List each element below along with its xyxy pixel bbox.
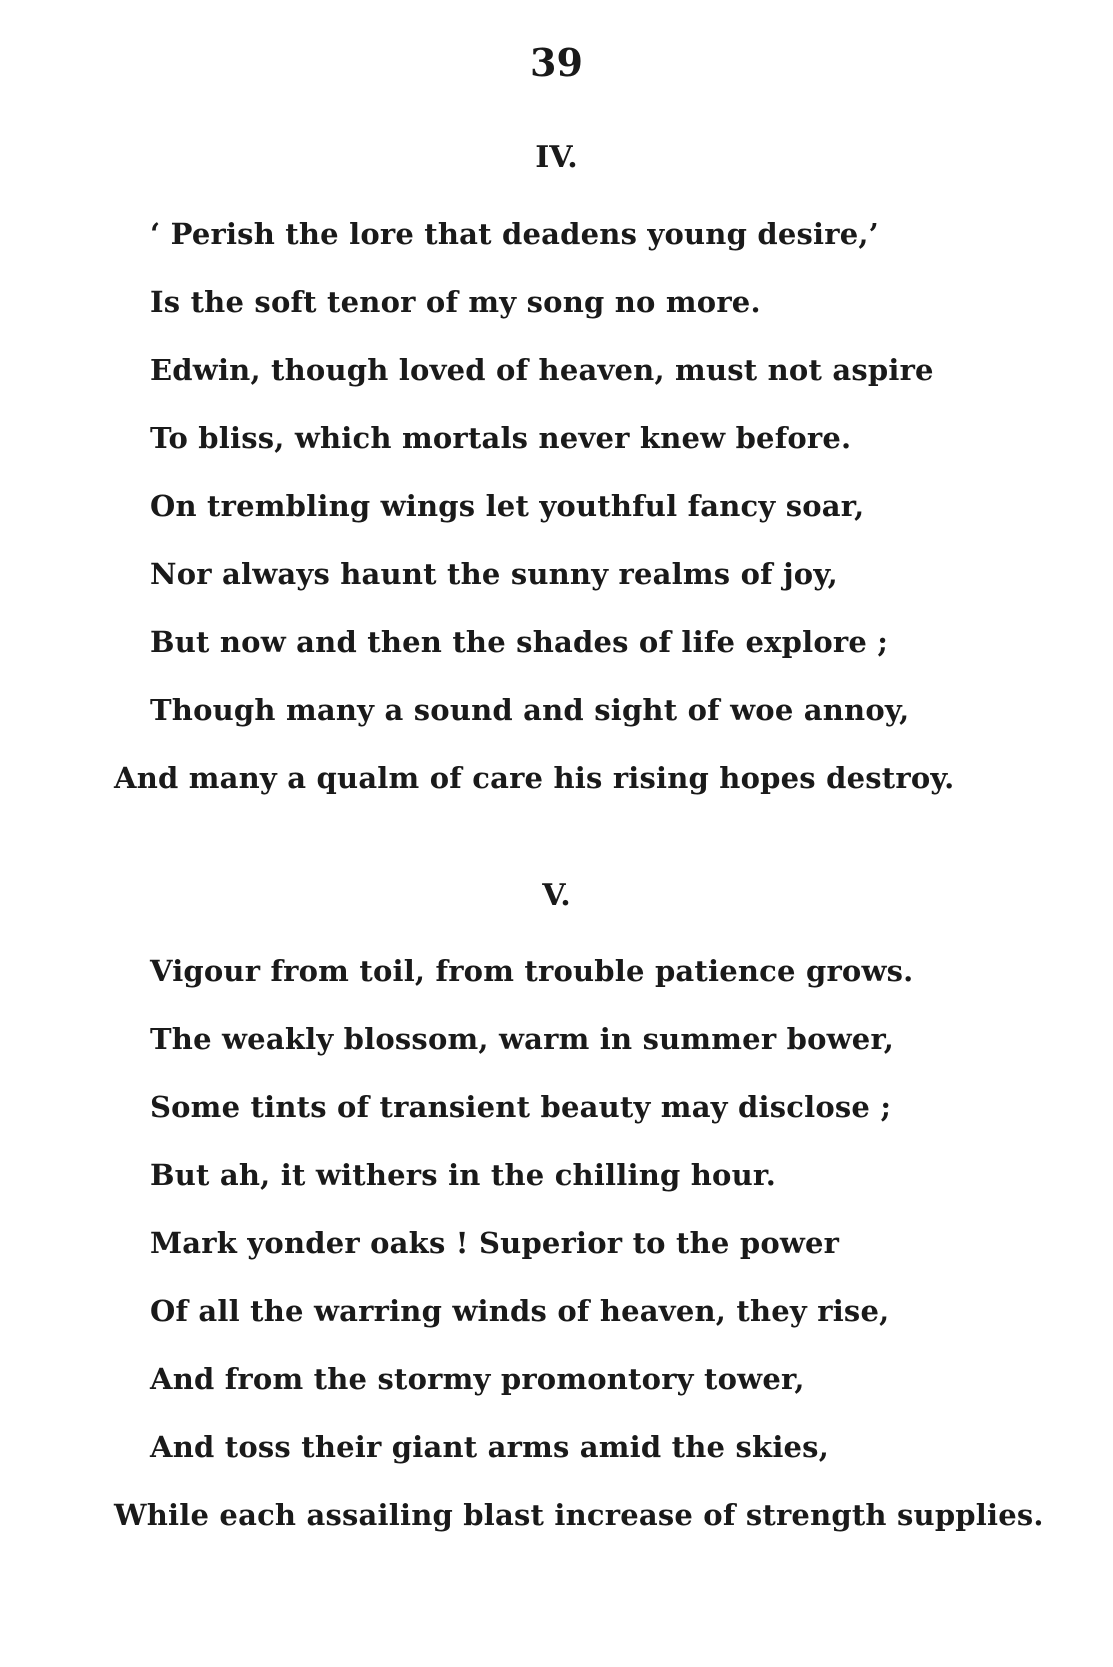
- verse-line: And from the stormy promontory tower,: [150, 1362, 805, 1396]
- verse-line: The weakly blossom, warm in summer bower,: [150, 1022, 895, 1056]
- verse-line: Some tints of transient beauty may disclose ;: [150, 1090, 892, 1124]
- verse-line: ‘ Perish the lore that deadens young desire,’: [150, 217, 879, 251]
- verse-line: Mark yonder oaks ! Superior to the power: [150, 1226, 840, 1260]
- stanza-v: [0, 937, 1113, 1549]
- verse-line: To bliss, which mortals never knew before.: [150, 421, 852, 455]
- verse-line: Of all the warring winds of heaven, they rise,: [150, 1294, 890, 1328]
- page-number: 39: [530, 40, 583, 85]
- verse-line: Nor always haunt the sunny realms of joy,: [150, 557, 838, 591]
- verse-line-alexandrine: While each assailing blast increase of strength supplies.: [114, 1498, 1044, 1532]
- verse-line: But ah, it withers in the chilling hour.: [150, 1158, 776, 1192]
- verse-line: Vigour from toil, from trouble patience grows.: [150, 954, 914, 988]
- verse-line-alexandrine: And many a qualm of care his rising hopes destroy.: [114, 761, 955, 795]
- verse-line: But now and then the shades of life explore ;: [150, 625, 889, 659]
- verse-line: On trembling wings let youthful fancy soar,: [150, 489, 865, 523]
- verse-line: And toss their giant arms amid the skies,: [150, 1430, 830, 1464]
- verse-line: Is the soft tenor of my song no more.: [150, 285, 761, 319]
- verse-line: Edwin, though loved of heaven, must not aspire: [150, 353, 934, 387]
- stanza-heading-iv: IV.: [535, 140, 578, 175]
- verse-line: Though many a sound and sight of woe annoy,: [150, 693, 910, 727]
- stanza-heading-v: V.: [542, 878, 571, 913]
- stanza-iv: [0, 200, 1113, 812]
